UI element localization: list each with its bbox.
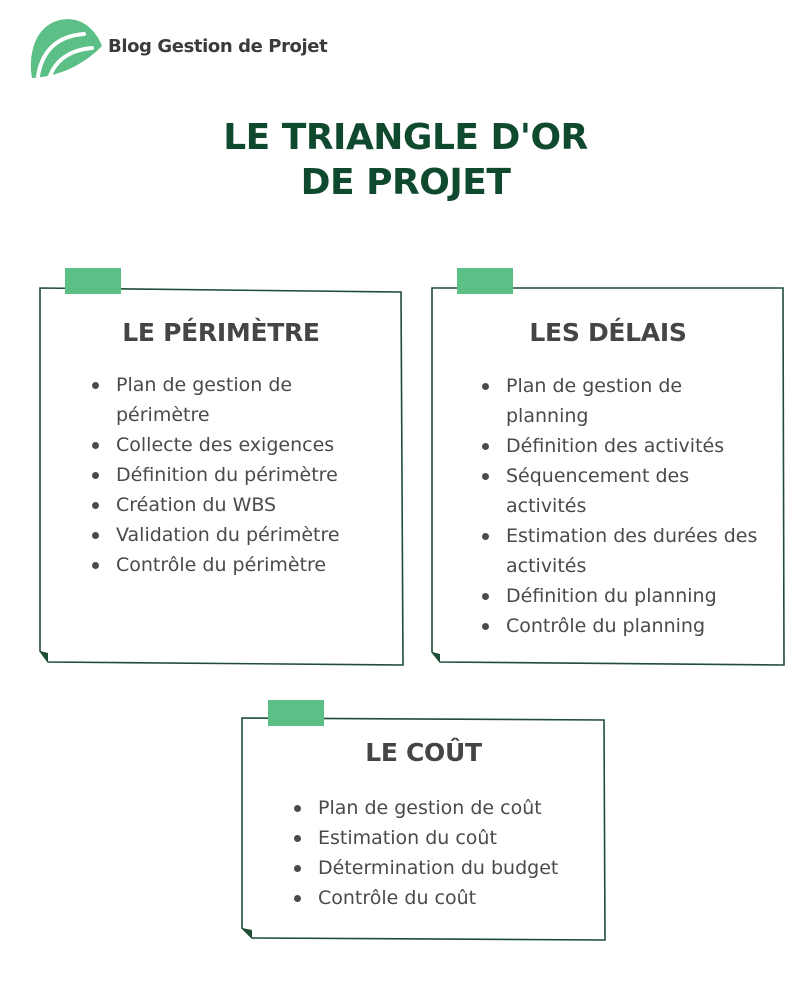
list-item: Contrôle du planning [482,611,782,641]
bullet-icon [294,865,301,872]
list-item: Plan de gestion de périmètre [92,370,392,430]
leaf-logo-icon [26,16,102,86]
card-cout [240,698,607,942]
card-list [92,370,392,580]
list-item: Estimation du coût [294,823,594,853]
list-item: Contrôle du coût [294,883,594,913]
page-title-line-1: LE TRIANGLE D'OR [223,117,588,158]
brand-name: Blog Gestion de Projet [108,36,328,57]
card-title: LE COÛT [365,738,482,767]
card-perimetre [38,266,404,666]
tape-decoration [457,268,513,294]
bullet-icon [482,593,489,600]
list-item: Définition du périmètre [92,460,392,490]
bullet-icon [482,533,489,540]
list-item: Collecte des exigences [92,430,392,460]
list-item: Création du WBS [92,490,392,520]
bullet-icon [482,443,489,450]
list-item: Définition des activités [482,431,782,461]
bullet-icon [92,532,99,539]
bullet-icon [294,805,301,812]
list-item: Contrôle du périmètre [92,550,392,580]
bullet-icon [92,502,99,509]
bullet-icon [92,472,99,479]
bullet-icon [482,623,489,630]
bullet-icon [482,473,489,480]
card-delais [430,266,786,666]
card-list [482,371,782,641]
page-title-line-2: DE PROJET [300,162,511,203]
card-title: LE PÉRIMÈTRE [122,318,320,347]
bullet-icon [482,383,489,390]
bullet-icon [294,895,301,902]
bullet-icon [294,835,301,842]
tape-decoration [65,268,121,294]
card-list [294,793,594,913]
list-item: Plan de gestion de planning [482,371,782,431]
bullet-icon [92,562,99,569]
bullet-icon [92,382,99,389]
list-item: Définition du planning [482,581,782,611]
list-item: Plan de gestion de coût [294,793,594,823]
list-item: Détermination du budget [294,853,594,883]
tape-decoration [268,700,324,726]
card-title: LES DÉLAIS [529,318,687,347]
bullet-icon [92,442,99,449]
list-item: Estimation des durées des activités [482,521,782,581]
list-item: Séquencement des activités [482,461,782,521]
list-item: Validation du périmètre [92,520,392,550]
